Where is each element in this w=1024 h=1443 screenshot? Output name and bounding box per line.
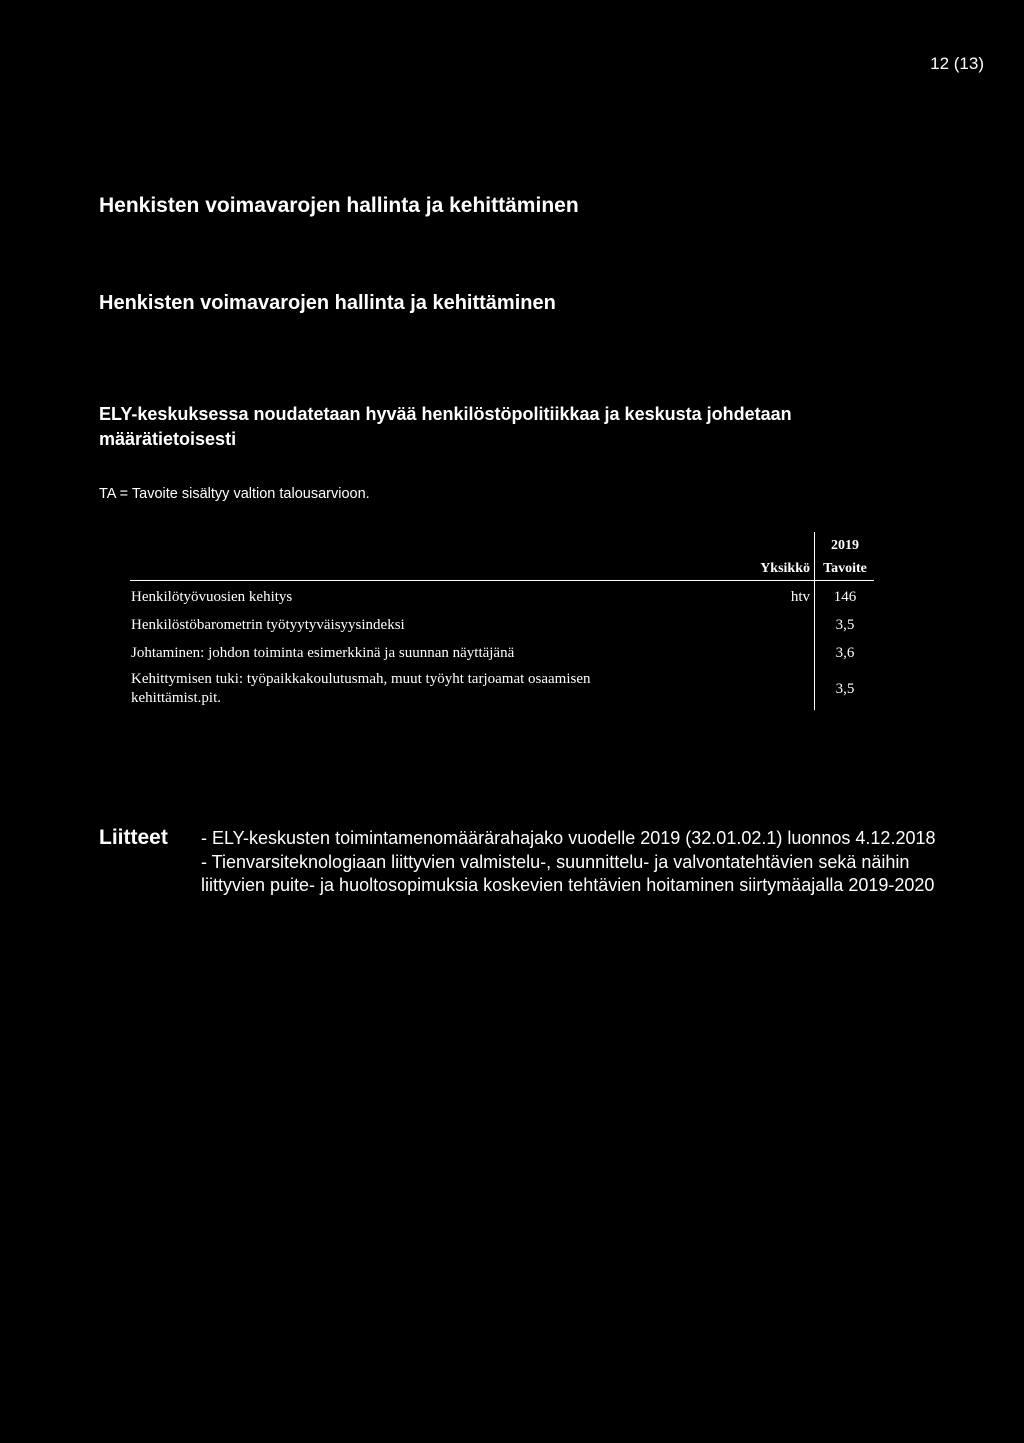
table-unit-header: Yksikkö [760,561,810,576]
table-year-header: 2019 [831,538,859,553]
table-row-value: 146 [833,589,857,605]
ta-note: TA = Tavoite sisältyy valtion talousarvioon. [99,486,370,502]
table-row-label-line-2: kehittämist.pit. [131,690,221,706]
goal-statement [99,402,919,452]
main-heading: Henkisten voimavarojen hallinta ja kehittäminen [99,194,579,217]
attachment-item: - ELY-keskusten toimintamenomäärärahajako vuodelle 2019 (32.01.02.1) luonnos 4.12.2018 [201,828,936,848]
page-number: 12 (13) [930,54,984,73]
attachments-label: Liitteet [99,826,168,849]
goal-line-1: ELY-keskuksessa noudatetaan hyvää henkilöstöpolitiikkaa ja keskusta johdetaan [99,404,792,424]
table-row-value: 3,6 [835,645,855,661]
attachments-list [201,827,971,898]
table-row-unit: htv [790,589,810,605]
goal-line-2: määrätietoisesti [99,429,237,449]
table-row-label: Henkilöstöbarometrin työtyytyväisyysindeksi [131,617,405,633]
table-row-label-line-1: Kehittymisen tuki: työpaikkakoulutusmah, muut työyht tarjoamat osaamisen [131,671,591,687]
table-row-value: 3,5 [835,681,855,697]
table-row-label: Henkilötyövuosien kehitys [131,589,293,605]
table-row-label: Johtaminen: johdon toiminta esimerkkinä ja suunnan näyttäjänä [131,645,515,661]
sub-heading: Henkisten voimavarojen hallinta ja kehittäminen [99,292,556,314]
attachment-item: - Tienvarsiteknologiaan liittyvien valmistelu-, suunnittelu- ja valvontatehtävien sekä näihin liittyvien puite- ja huoltosopimuksia koskevien tehtävien hoitaminen siirtymäajalla 2019-2020 [201,851,935,895]
table-row-value: 3,5 [835,617,855,633]
table-header-divider [130,580,874,581]
table-value-header: Tavoite [823,561,867,576]
